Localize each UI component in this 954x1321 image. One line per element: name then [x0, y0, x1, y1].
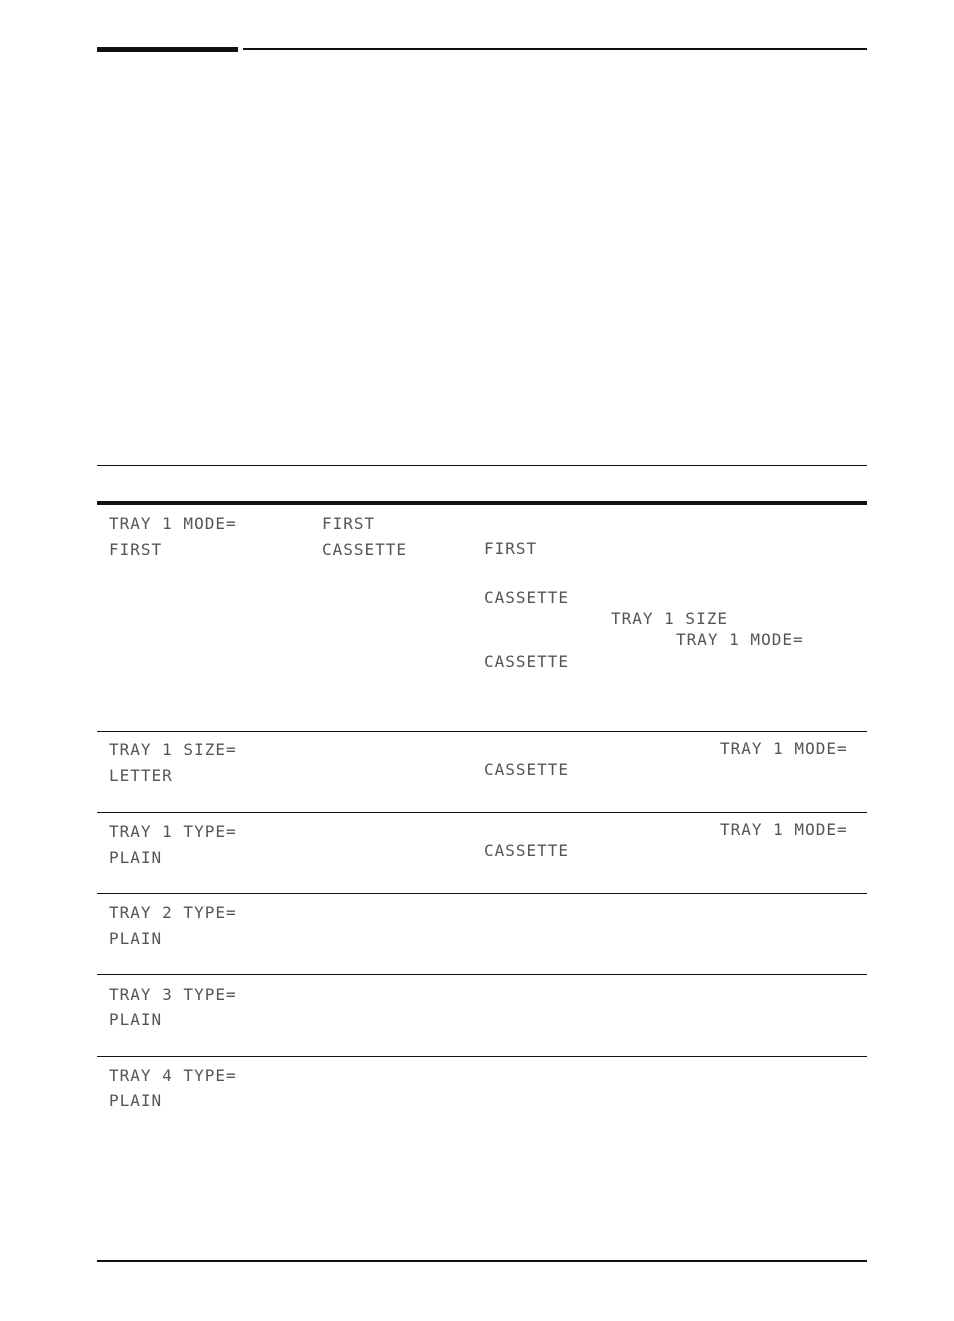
menu-item-name: TRAY 1 MODE=: [109, 514, 237, 533]
menu-item-name: TRAY 2 TYPE=: [109, 903, 237, 922]
menu-item-name: TRAY 1 SIZE=: [109, 740, 237, 759]
explanation-term: CASSETTE: [484, 652, 570, 671]
footer-rule: [97, 1260, 867, 1262]
menu-item-default: PLAIN: [109, 848, 163, 867]
header-rule-thick: [97, 47, 238, 52]
menu-item-default: PLAIN: [109, 1010, 163, 1029]
table-header-rule: [97, 501, 867, 505]
row-divider: [97, 974, 867, 975]
row-divider: [97, 1056, 867, 1057]
header-rule-thin: [243, 48, 867, 50]
explanation-term: TRAY 1 MODE=: [720, 739, 848, 758]
menu-item-value: CASSETTE: [322, 540, 408, 559]
row-divider: [97, 731, 867, 732]
explanation-term: TRAY 1 MODE=: [720, 820, 848, 839]
menu-item-default: LETTER: [109, 766, 173, 785]
explanation-term: FIRST: [484, 539, 538, 558]
explanation-term: CASSETTE: [484, 841, 570, 860]
explanation-term: CASSETTE: [484, 760, 570, 779]
explanation-term: TRAY 1 SIZE: [611, 609, 728, 628]
menu-item-default: FIRST: [109, 540, 163, 559]
table-top-rule: [97, 465, 867, 466]
menu-item-value: FIRST: [322, 514, 376, 533]
explanation-term: TRAY 1 MODE=: [676, 630, 804, 649]
menu-item-name: TRAY 4 TYPE=: [109, 1066, 237, 1085]
menu-item-default: PLAIN: [109, 1091, 163, 1110]
menu-item-default: PLAIN: [109, 929, 163, 948]
menu-item-name: TRAY 3 TYPE=: [109, 985, 237, 1004]
row-divider: [97, 893, 867, 894]
explanation-term: CASSETTE: [484, 588, 570, 607]
row-divider: [97, 812, 867, 813]
menu-item-name: TRAY 1 TYPE=: [109, 822, 237, 841]
